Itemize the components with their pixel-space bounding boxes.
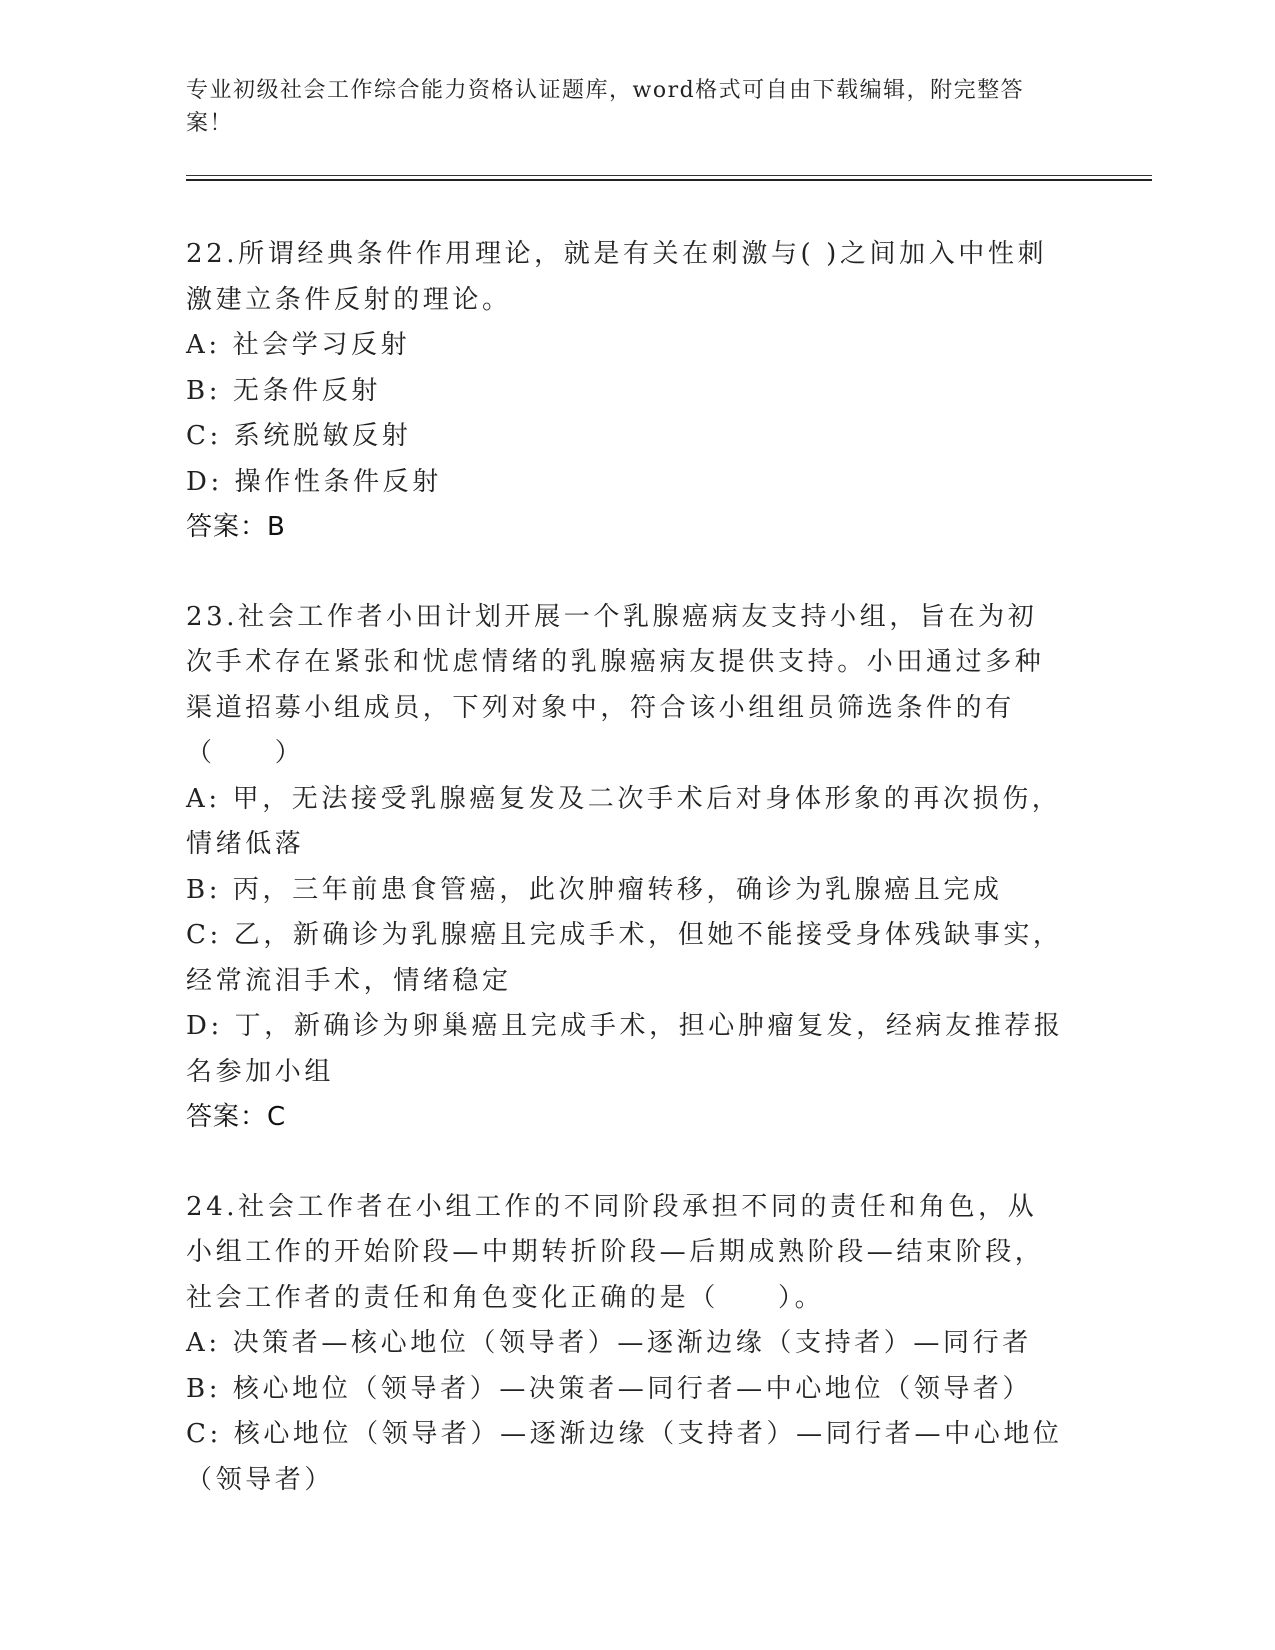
option-c: C: 系统脱敏反射	[186, 421, 412, 451]
question-22	[186, 232, 1066, 551]
header-divider-thick	[186, 179, 1152, 181]
option-b: B: 丙，三年前患食管癌，此次肿瘤转移，确诊为乳腺癌且完成	[186, 874, 1003, 905]
option-d: D: 操作性条件反射	[186, 466, 442, 497]
question-stem: 24.社会工作者在小组工作的不同阶段承担不同的责任和角色，从小组工作的开始阶段—中期转折阶段—后期成熟阶段—结束阶段，社会工作者的责任和角色变化正确的是（ ）。	[186, 1191, 1045, 1313]
question-stem: 22.所谓经典条件作用理论，就是有关在刺激与( )之间加入中性刺激建立条件反射的理论。	[186, 239, 1048, 315]
option-c: C: 核心地位（领导者）—逐渐边缘（支持者）—同行者—中心地位（领导者）	[186, 1419, 1063, 1495]
option-a: A: 甲，无法接受乳腺癌复发及二次手术后对身体形象的再次损伤，情绪低落	[186, 783, 1062, 859]
question-stem: 23.社会工作者小田计划开展一个乳腺癌病友支持小组，旨在为初次手术存在紧张和忧虑情绪的乳腺癌病友提供支持。小田通过多种渠道招募小组成员，下列对象中，符合该小组组员筛选条件的有（ ）	[186, 601, 1045, 768]
question-23	[186, 595, 1066, 1141]
question-24	[186, 1185, 1066, 1504]
question-list	[186, 232, 1066, 1547]
answer-label: 答案：C	[186, 1102, 287, 1132]
answer-label: 答案：B	[186, 512, 286, 542]
header-divider-thin	[186, 175, 1152, 176]
option-a: A: 社会学习反射	[186, 330, 411, 360]
option-b: B: 核心地位（领导者）—决策者—同行者—中心地位（领导者）	[186, 1373, 1033, 1404]
option-a: A: 决策者—核心地位（领导者）—逐渐边缘（支持者）—同行者	[186, 1328, 1032, 1358]
option-d: D: 丁，新确诊为卵巢癌且完成手术，担心肿瘤复发，经病友推荐报名参加小组	[186, 1011, 1064, 1087]
option-c: C: 乙，新确诊为乳腺癌且完成手术，但她不能接受身体残缺事实，经常流泪手术，情绪稳定	[186, 920, 1063, 996]
document-header: 专业初级社会工作综合能力资格认证题库，word格式可自由下载编辑，附完整答案！	[186, 78, 1025, 136]
option-b: B: 无条件反射	[186, 375, 381, 406]
